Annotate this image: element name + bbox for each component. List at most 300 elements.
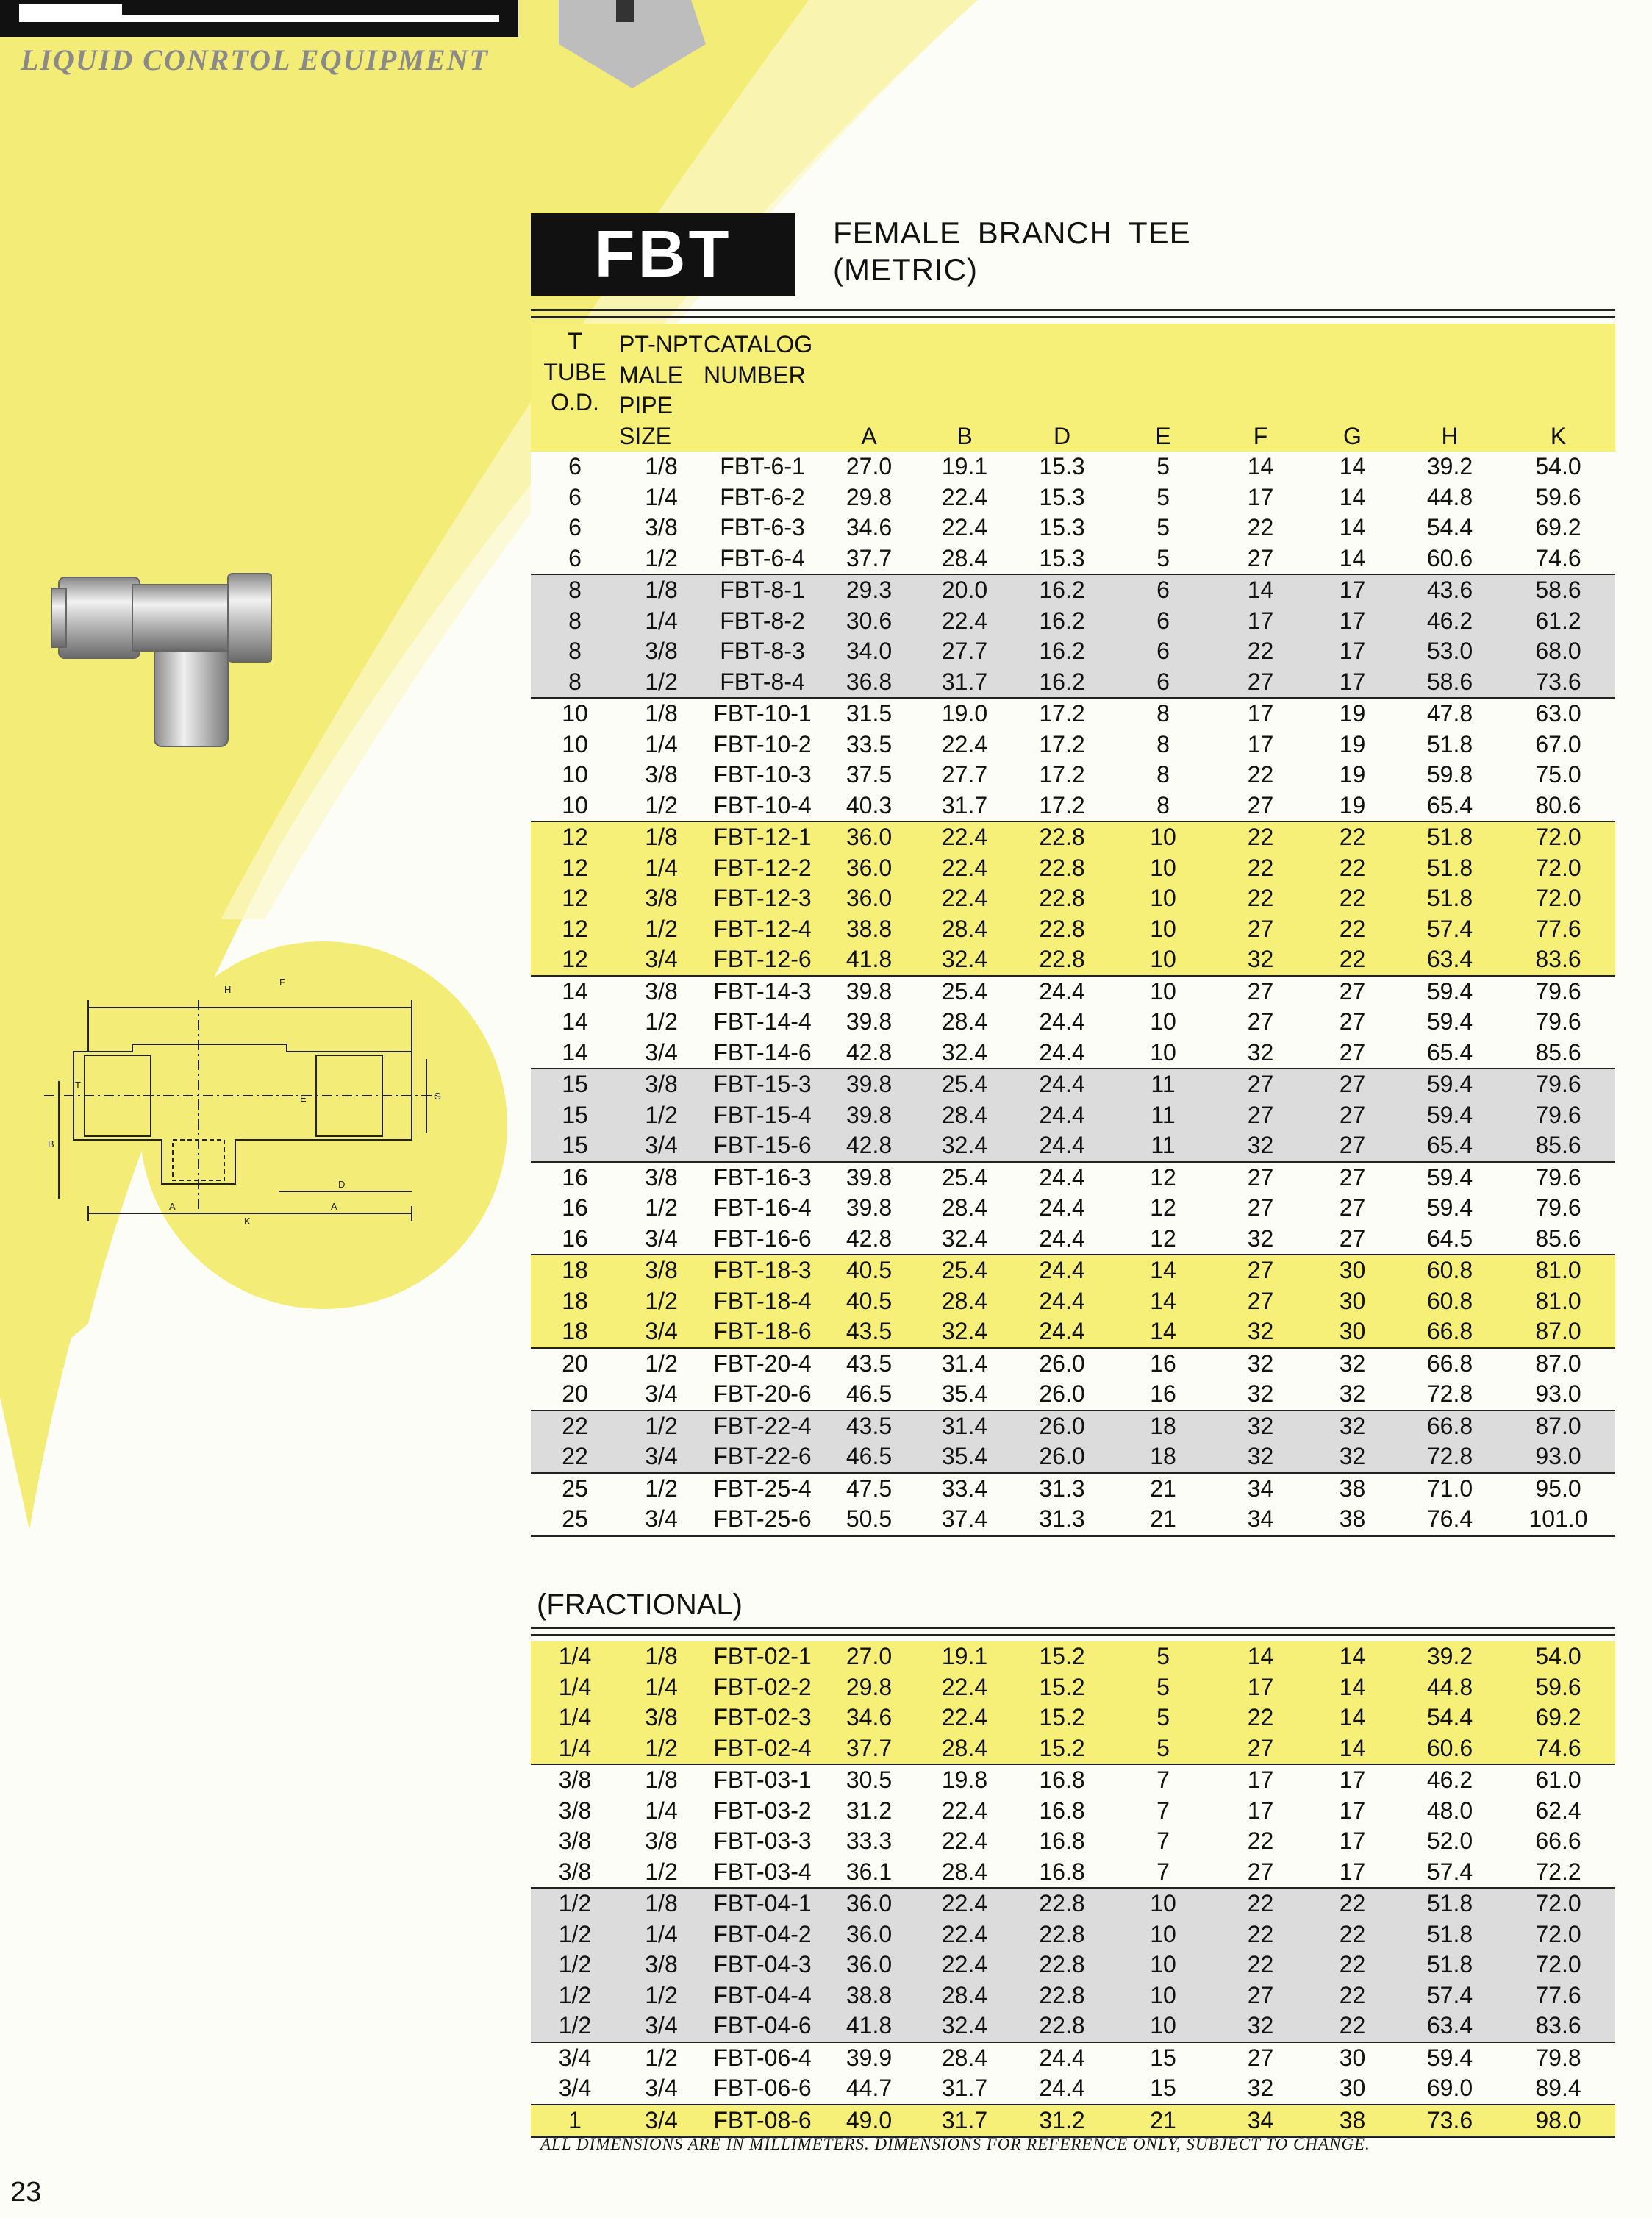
table-cell: 59.6 [1501,1672,1615,1703]
table-row [531,1100,1615,1131]
table-cell: 24.4 [1012,1007,1112,1038]
table-cell: 1/4 [619,1796,704,1827]
table-row [531,1069,1615,1100]
table-cell: 69.0 [1398,2073,1501,2105]
table-cell: 14 [531,976,619,1008]
table-cell: 22 [1215,1888,1306,1919]
table-cell: 27 [1215,1100,1306,1131]
table-cell: 46.2 [1398,606,1501,637]
table-cell: 3/4 [619,1224,704,1255]
table-cell: 28.4 [917,543,1012,575]
table-cell: 3/8 [619,1255,704,1286]
table-cell: 8 [531,667,619,699]
table-row [531,944,1615,976]
table-cell: 1/2 [619,791,704,822]
table-cell: 27 [1215,914,1306,945]
table-cell: FBT-20-4 [704,1348,821,1380]
table-cell: 24.4 [1012,1162,1112,1194]
table-cell: 22 [1215,760,1306,791]
table-cell: 1/4 [619,606,704,637]
table-cell: 14 [531,1007,619,1038]
table-cell: 39.2 [1398,452,1501,482]
table-cell: 22 [1215,513,1306,543]
table-cell: 10 [531,698,619,730]
table-cell: 7 [1112,1764,1215,1796]
table-cell: 31.4 [917,1411,1012,1442]
table-cell: 27 [1215,1857,1306,1889]
table-cell: 1/4 [619,730,704,760]
table-cell: 32.4 [917,1224,1012,1255]
table-cell: 27 [1306,1162,1398,1194]
table-cell: 12 [1112,1162,1215,1194]
table-cell: 32 [1215,1348,1306,1380]
table-cell: 17 [1215,606,1306,637]
table-cell: FBT-8-1 [704,574,821,606]
table-cell: 16 [531,1162,619,1194]
table-cell: 3/4 [619,1379,704,1411]
table-cell: 3/4 [619,1130,704,1162]
table-cell: 6 [531,482,619,513]
table-cell: 22.4 [917,513,1012,543]
table-row [531,1504,1615,1536]
table-cell: 34.6 [821,1702,917,1733]
table-cell: 22 [1215,1826,1306,1857]
metric-table-body [531,452,1615,1536]
table-cell: 32.4 [917,2011,1012,2042]
metric-dimension-table [531,324,1615,1537]
table-cell: 32 [1215,1316,1306,1348]
table-cell: 54.4 [1398,513,1501,543]
table-cell: 27 [1215,1255,1306,1286]
table-cell: 10 [531,760,619,791]
table-cell: 21 [1112,1473,1215,1505]
table-cell: 35.4 [917,1441,1012,1473]
table-cell: 28.4 [917,914,1012,945]
table-cell: 44.7 [821,2073,917,2105]
table-cell: 59.4 [1398,2042,1501,2074]
table-cell: 19.1 [917,1641,1012,1672]
fractional-rule-bottom [531,1634,1615,1636]
table-cell: 3/4 [619,1038,704,1069]
table-cell: 32.4 [917,944,1012,976]
table-cell: 37.7 [821,1733,917,1765]
table-cell: 15.2 [1012,1641,1112,1672]
table-cell: 40.3 [821,791,917,822]
table-cell: FBT-12-3 [704,883,821,914]
table-cell: FBT-14-4 [704,1007,821,1038]
table-cell: 22 [1215,1702,1306,1733]
table-cell: FBT-03-1 [704,1764,821,1796]
table-row [531,853,1615,884]
table-row [531,2105,1615,2137]
table-cell: 3/8 [531,1796,619,1827]
table-cell: FBT-12-6 [704,944,821,976]
table-cell: FBT-12-4 [704,914,821,945]
table-cell: 3/4 [619,944,704,976]
table-cell: 72.2 [1501,1857,1615,1889]
table-cell: FBT-18-4 [704,1286,821,1317]
table-cell: 12 [531,821,619,853]
table-cell: 32 [1215,1441,1306,1473]
table-cell: FBT-8-3 [704,636,821,667]
table-cell: 27 [1306,1038,1398,1069]
table-row [531,883,1615,914]
table-cell: 14 [1306,1672,1398,1703]
table-cell: 17 [1306,1857,1398,1889]
table-cell: 32 [1215,2011,1306,2042]
table-cell: 10 [1112,1980,1215,2011]
table-cell: 72.0 [1501,883,1615,914]
table-cell: 22.4 [917,1919,1012,1950]
table-cell: 44.8 [1398,482,1501,513]
table-cell: 31.3 [1012,1473,1112,1505]
table-cell: 93.0 [1501,1379,1615,1411]
table-cell: 30 [1306,1255,1398,1286]
table-cell: 81.0 [1501,1255,1615,1286]
table-cell: 24.4 [1012,1038,1112,1069]
table-cell: 16.2 [1012,574,1112,606]
table-cell: 77.6 [1501,1980,1615,2011]
table-cell: 65.4 [1398,1038,1501,1069]
table-cell: 95.0 [1501,1473,1615,1505]
table-cell: FBT-6-2 [704,482,821,513]
table-row [531,1411,1615,1442]
table-cell: 1/2 [619,543,704,575]
table-cell: 36.8 [821,667,917,699]
table-cell: 25.4 [917,1069,1012,1100]
table-cell: 27 [1215,1007,1306,1038]
table-cell: 16.2 [1012,667,1112,699]
table-row [531,1379,1615,1411]
table-cell: 72.8 [1398,1379,1501,1411]
table-cell: 48.0 [1398,1796,1501,1827]
table-cell: 37.4 [917,1504,1012,1536]
table-cell: FBT-20-6 [704,1379,821,1411]
table-cell: 22.8 [1012,1888,1112,1919]
table-cell: 12 [531,914,619,945]
table-cell: 22 [531,1441,619,1473]
table-cell: 17 [1306,1826,1398,1857]
table-cell: 27 [1215,1733,1306,1765]
col-g: G [1343,422,1362,449]
table-cell: 29.3 [821,574,917,606]
table-cell: 15 [531,1100,619,1131]
title-rule-bottom [531,316,1615,318]
col-e: E [1155,422,1171,449]
table-cell: 14 [1215,574,1306,606]
table-cell: 85.6 [1501,1130,1615,1162]
table-cell: 16 [1112,1348,1215,1380]
table-cell: 58.6 [1398,667,1501,699]
table-cell: 15.3 [1012,513,1112,543]
table-cell: 1/4 [531,1733,619,1765]
table-cell: 3/8 [619,883,704,914]
table-cell: 22 [1215,883,1306,914]
table-cell: 24.4 [1012,1193,1112,1224]
table-cell: 33.3 [821,1826,917,1857]
table-row [531,1980,1615,2011]
table-row [531,1224,1615,1255]
table-row [531,1733,1615,1765]
table-cell: 75.0 [1501,760,1615,791]
table-cell: FBT-25-4 [704,1473,821,1505]
table-cell: 5 [1112,543,1215,575]
table-cell: 3/4 [619,1316,704,1348]
table-cell: 40.5 [821,1286,917,1317]
table-cell: 38.8 [821,914,917,945]
table-cell: 16 [531,1224,619,1255]
table-cell: 17 [1306,606,1398,637]
table-cell: 22.8 [1012,821,1112,853]
table-cell: 28.4 [917,1857,1012,1889]
table-cell: 39.9 [821,2042,917,2074]
table-cell: 65.4 [1398,791,1501,822]
table-cell: 3/8 [619,636,704,667]
table-cell: 36.0 [821,1919,917,1950]
table-cell: 43.5 [821,1316,917,1348]
table-cell: 54.0 [1501,452,1615,482]
table-cell: 32 [1215,1411,1306,1442]
product-title-line2: (METRIC) [833,252,978,287]
table-cell: 34 [1215,2105,1306,2137]
table-cell: 22 [1306,1950,1398,1980]
table-cell: 27 [1215,1069,1306,1100]
table-row [531,482,1615,513]
table-cell: 32 [1215,1379,1306,1411]
dim-label-h: H [224,984,232,995]
table-cell: FBT-16-3 [704,1162,821,1194]
table-cell: 17 [1215,1672,1306,1703]
table-cell: 42.8 [821,1038,917,1069]
fractional-heading: (FRACTIONAL) [537,1588,743,1621]
table-cell: 57.4 [1398,1980,1501,2011]
table-cell: 27 [1215,791,1306,822]
table-cell: 27.0 [821,452,917,482]
table-cell: 27 [1306,1100,1398,1131]
fractional-dimension-table [531,1641,1615,2138]
table-cell: 22.4 [917,1950,1012,1980]
table-cell: 72.8 [1398,1441,1501,1473]
table-cell: 1/2 [531,1980,619,2011]
table-cell: 22.4 [917,1826,1012,1857]
dim-label-e: E [300,1093,307,1104]
table-cell: 32 [1215,1130,1306,1162]
table-cell: FBT-08-6 [704,2105,821,2137]
table-cell: FBT-03-4 [704,1857,821,1889]
table-row [531,821,1615,853]
table-cell: FBT-03-2 [704,1796,821,1827]
table-cell: 26.0 [1012,1379,1112,1411]
table-cell: 33.5 [821,730,917,760]
table-cell: 25 [531,1504,619,1536]
table-cell: 79.8 [1501,2042,1615,2074]
table-cell: 6 [531,543,619,575]
table-cell: 17 [1306,574,1398,606]
table-cell: 66.6 [1501,1826,1615,1857]
table-cell: 27 [1215,1162,1306,1194]
table-cell: 24.4 [1012,2073,1112,2105]
table-cell: 1 [531,2105,619,2137]
table-cell: 59.6 [1501,482,1615,513]
table-cell: 17 [1215,1764,1306,1796]
table-cell: 3/4 [619,1441,704,1473]
table-cell: 44.8 [1398,1672,1501,1703]
table-cell: FBT-16-6 [704,1224,821,1255]
table-cell: 15.3 [1012,452,1112,482]
table-cell: 15 [1112,2073,1215,2105]
table-cell: 34 [1215,1504,1306,1536]
table-cell: 27 [1215,1286,1306,1317]
table-cell: 27 [1215,543,1306,575]
table-cell: FBT-02-2 [704,1672,821,1703]
table-cell: 1/4 [531,1702,619,1733]
table-cell: 34.6 [821,513,917,543]
table-cell: 1/4 [619,853,704,884]
table-row [531,1316,1615,1348]
table-cell: 81.0 [1501,1286,1615,1317]
table-row [531,543,1615,575]
table-cell: 1/4 [619,1672,704,1703]
table-cell: 12 [1112,1224,1215,1255]
table-cell: 24.4 [1012,1224,1112,1255]
table-cell: 36.0 [821,1950,917,1980]
product-title-line1: FEMALE BRANCH TEE [833,215,1191,250]
table-cell: 85.6 [1501,1038,1615,1069]
table-cell: 16.8 [1012,1826,1112,1857]
table-cell: 28.4 [917,1193,1012,1224]
table-cell: 74.6 [1501,543,1615,575]
table-cell: 30 [1306,1286,1398,1317]
table-cell: 50.5 [821,1504,917,1536]
table-cell: 37.7 [821,543,917,575]
table-cell: 57.4 [1398,1857,1501,1889]
table-cell: 73.6 [1398,2105,1501,2137]
table-cell: 28.4 [917,1286,1012,1317]
table-cell: 1/2 [619,1193,704,1224]
table-cell: FBT-25-6 [704,1504,821,1536]
table-cell: 12 [531,944,619,976]
table-cell: 12 [1112,1193,1215,1224]
table-cell: 24.4 [1012,1100,1112,1131]
table-row [531,667,1615,699]
table-cell: 10 [1112,883,1215,914]
table-cell: 37.5 [821,760,917,791]
table-cell: 22.8 [1012,914,1112,945]
table-cell: 36.0 [821,821,917,853]
table-cell: 14 [1306,543,1398,575]
table-cell: 79.6 [1501,1100,1615,1131]
fitting-photo [51,548,272,769]
table-cell: 22 [1306,1980,1398,2011]
table-cell: 29.8 [821,482,917,513]
table-cell: 3/8 [531,1764,619,1796]
table-cell: 21 [1112,1504,1215,1536]
table-cell: 80.6 [1501,791,1615,822]
dim-label-b: B [48,1138,54,1149]
table-row [531,1641,1615,1672]
table-cell: 43.6 [1398,574,1501,606]
table-cell: FBT-02-3 [704,1702,821,1733]
table-cell: 54.4 [1398,1702,1501,1733]
dim-label-a-left: A [169,1201,176,1212]
table-cell: 66.8 [1398,1411,1501,1442]
table-cell: 47.8 [1398,698,1501,730]
table-cell: 31.5 [821,698,917,730]
table-cell: 89.4 [1501,2073,1615,2105]
table-cell: 3/4 [619,1504,704,1536]
table-cell: 59.4 [1398,1007,1501,1038]
table-cell: 19 [1306,791,1398,822]
table-cell: FBT-22-4 [704,1411,821,1442]
table-cell: 1/4 [619,482,704,513]
table-cell: 27 [1306,1224,1398,1255]
table-cell: FBT-12-2 [704,853,821,884]
table-cell: 43.5 [821,1348,917,1380]
table-cell: 30 [1306,2073,1398,2105]
footnote: ALL DIMENSIONS ARE IN MILLIMETERS. DIMENSIONS FOR REFERENCE ONLY, SUBJECT TO CHANGE. [540,2135,1370,2153]
table-cell: 22 [1306,883,1398,914]
table-cell: 68.0 [1501,636,1615,667]
table-cell: 87.0 [1501,1411,1615,1442]
table-cell: FBT-16-4 [704,1193,821,1224]
table-cell: 79.6 [1501,976,1615,1008]
table-cell: 59.8 [1398,760,1501,791]
table-cell: 31.4 [917,1348,1012,1380]
table-row [531,1826,1615,1857]
col-b: B [956,422,973,449]
table-cell: 7 [1112,1826,1215,1857]
table-cell: 47.5 [821,1473,917,1505]
table-cell: 19.1 [917,452,1012,482]
table-cell: 22 [1306,821,1398,853]
table-cell: 15 [531,1130,619,1162]
table-cell: 98.0 [1501,2105,1615,2137]
table-cell: 60.8 [1398,1286,1501,1317]
table-cell: 22.8 [1012,944,1112,976]
table-cell: 10 [531,791,619,822]
table-cell: 10 [1112,853,1215,884]
table-cell: 1/2 [619,1733,704,1765]
table-cell: FBT-02-4 [704,1733,821,1765]
table-cell: 83.6 [1501,944,1615,976]
table-row [531,1919,1615,1950]
table-cell: 51.8 [1398,853,1501,884]
table-cell: 22.4 [917,821,1012,853]
table-cell: 63.0 [1501,698,1615,730]
table-row [531,1130,1615,1162]
table-cell: 1/4 [619,1919,704,1950]
table-header [531,324,1615,452]
table-cell: 8 [1112,760,1215,791]
table-cell: 51.8 [1398,821,1501,853]
table-cell: 14 [1306,513,1398,543]
table-cell: 22.4 [917,1672,1012,1703]
table-cell: 39.8 [821,1069,917,1100]
table-cell: 12 [531,853,619,884]
table-cell: 1/4 [531,1672,619,1703]
table-cell: 17.2 [1012,730,1112,760]
table-cell: 38 [1306,1473,1398,1505]
table-cell: 31.7 [917,2073,1012,2105]
table-cell: 66.8 [1398,1348,1501,1380]
table-cell: 22.8 [1012,853,1112,884]
table-cell: 16.8 [1012,1764,1112,1796]
table-cell: 28.4 [917,1980,1012,2011]
table-cell: 72.0 [1501,821,1615,853]
table-cell: 79.6 [1501,1007,1615,1038]
table-cell: 1/2 [619,1007,704,1038]
table-cell: 25.4 [917,1162,1012,1194]
